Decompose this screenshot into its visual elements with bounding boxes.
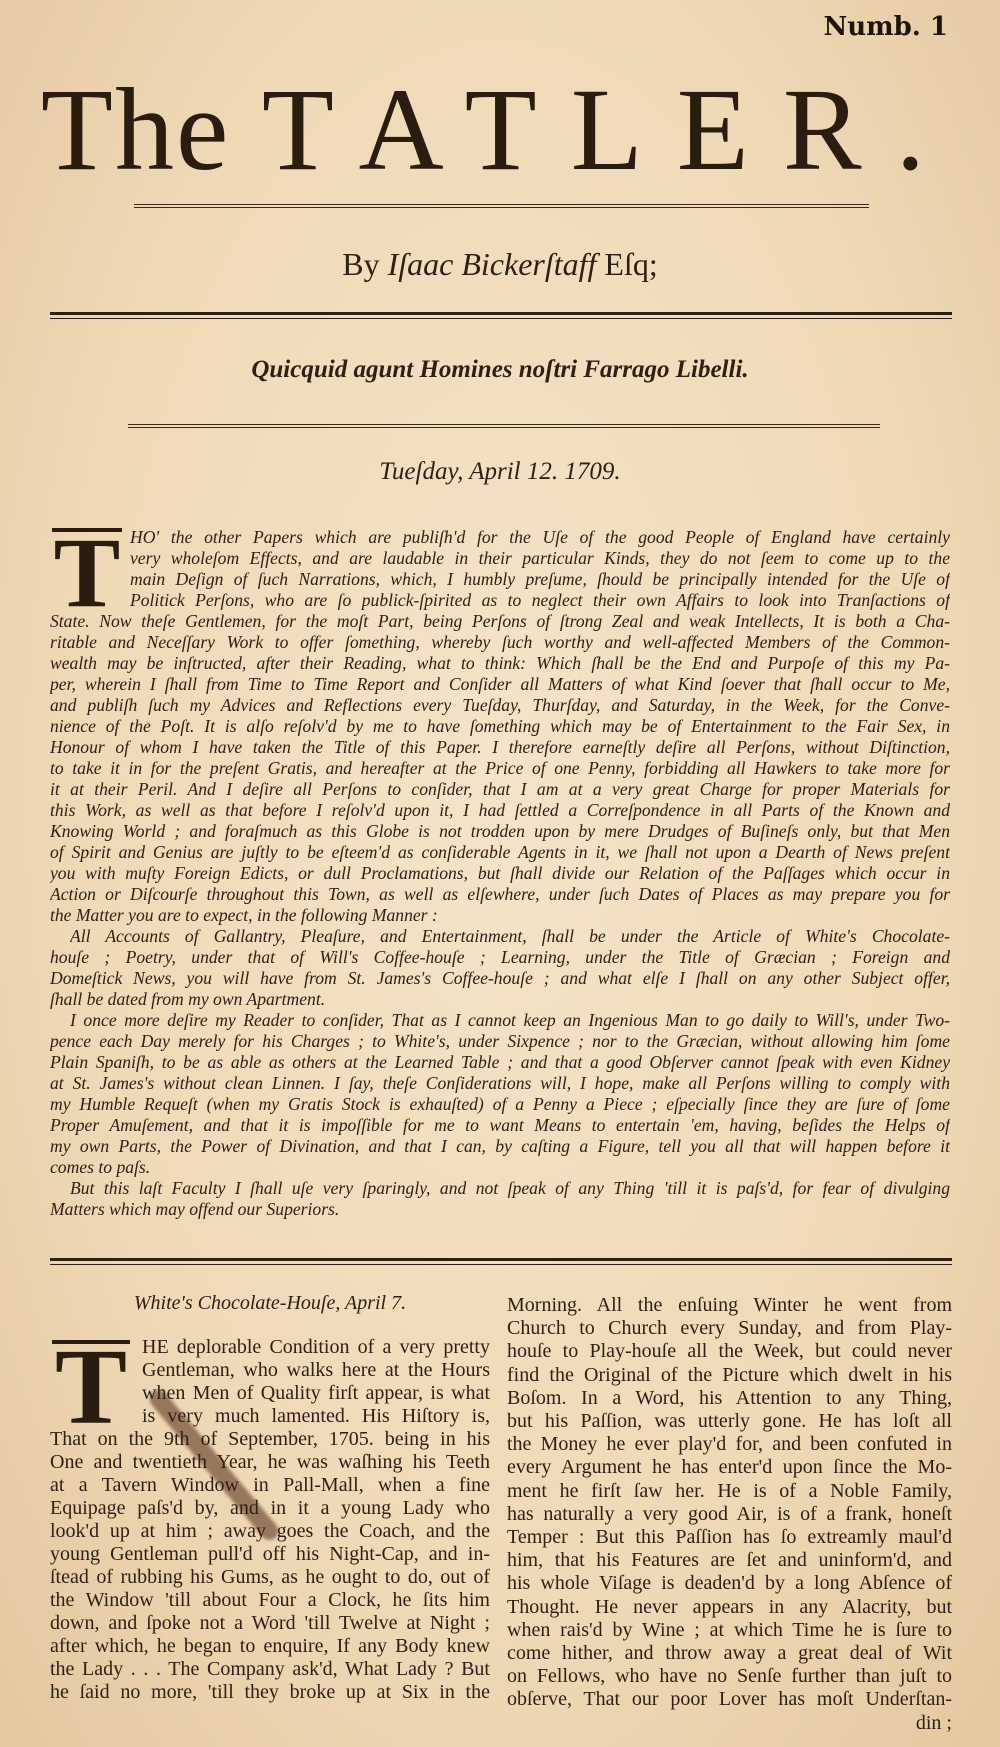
divider-rule [134,204,869,208]
text-line: But this laſt Faculty I ſhall uſe very ſparingly, and not ſpeak of any Thing 'till it is paſs'd, for fear of divulging [70,1178,950,1198]
text-line: his whole Viſage is deaden'd by a long Abſence of [507,1572,952,1595]
text-line: young Gentleman pull'd off his Night-Cap, and in- [50,1543,490,1565]
text-line: at St. James's without clean Linnen. I ſay, theſe Conſiderations will, I hope, make all Perſons willing to comply with [50,1073,950,1093]
issue-number: Numb. 1 [823,12,948,42]
text-line: Proper Amuſement, and that it is impoſſible for me to want Means to entertain 'em, having, beſides the Helps of [50,1115,950,1135]
text-line: wealth may be inſtructed, after their Reading, what to think: Which ſhall be the End and Purpoſe of this my Pa- [50,653,950,673]
text-line: he ſaid no more, 'till they broke up at Six in the [50,1681,490,1703]
text-line: Morning. All the enſuing Winter he went from [507,1294,952,1316]
text-line: Church to Church every Sunday, and from Play- [507,1317,952,1340]
text-line: Politick Perſons, who are ſo publick-ſpirited as to neglect their own Affairs to look into Tranſactions of [130,590,950,610]
divider-rule [50,312,952,319]
text-line: when rais'd by Wine ; at which Time he is ſure to [507,1618,952,1641]
text-line: has naturally a very good Air, is of a frank, honeſt [507,1502,952,1525]
text-line: obſerve, That our poor Lover has moſt Underſtan- [507,1688,952,1711]
text-line: All Accounts of Gallantry, Pleaſure, and Entertainment, ſhall be under the Article of White's Chocolate- [70,926,950,946]
text-line: him, that his Features are ſet and uninform'd, and [507,1549,952,1572]
text-line: Temper : But this Paſſion has ſo extreamly maul'd [507,1526,952,1548]
text-line: ſhall be dated from my own Apartment. [50,989,326,1009]
divider-rule [50,1258,952,1265]
byline-author: Iſaac Bickerſtaff [387,246,597,282]
section-heading: White's Chocolate-Houſe, April 7. [133,1292,407,1314]
text-line: Action or Diſcourſe throughout this Town, as well as elſewhere, under ſuch Dates of Places as may prepare you for [50,884,950,904]
text-line: the Lady . . . The Company ask'd, What Lady ? But [50,1658,490,1680]
byline-by: By [342,246,380,282]
text-line: State. Now theſe Gentlemen, for the moſt Part, being Perſons of ſtrong Zeal and weak Intellects, It is both a Cha- [50,611,950,631]
text-line: come hither, and throw away a great deal of Wit [507,1642,952,1664]
text-line: but his Paſſion, was utterly gone. He has loſt all [507,1410,952,1432]
text-line: the Matter you are to expect, in the following Manner : [50,905,438,925]
divider-rule [128,424,880,428]
text-line: Boſom. In a Word, his Attention to any Thing, [507,1386,952,1409]
text-line: very wholeſom Effects, and are laudable in their particular Kinds, they do not ſeem to come up to the [130,548,950,568]
text-line: ſtead of rubbing his Gums, as he ought to do, out of [50,1566,490,1588]
text-line: my Humble Requeſt (when my Gratis Stock is exhauſted) of a Penny a Piece ; eſpecially ſince they are ſure of ſome [50,1094,950,1114]
text-line: HE deplorable Condition of a very pretty [142,1336,490,1358]
byline [0,246,1000,283]
text-line: down, and ſpoke not a Word 'till Twelve at Night ; [50,1612,490,1634]
text-line: HO' the other Papers which are publiſh'd for the Uſe of the good People of England have certainly [130,527,950,547]
masthead-title [0,64,1000,195]
text-line: it at their Peril. And I deſire all Perſons to conſider, that I am at a very great Charge for proper Materials for [50,779,950,799]
title-prefix: The [40,64,231,195]
drop-cap: T [53,517,121,628]
text-line: pence each Day merely for his Charges ; to White's, under Sixpence ; nor to the Græcian, without allowing him ſome [50,1031,950,1051]
issue-date: Tueſday, April 12. 1709. [379,458,621,485]
text-line: my own Parts, the Power of Divination, and that I can, by caſting a Figure, tell you all that will happen before it [50,1136,950,1156]
text-line: this Work, as well as that before I reſolv'd upon it, I had ſettled a Correſpondence in all Parts of the Known and [50,800,950,820]
byline-suffix: Eſq; [604,246,658,282]
text-line: the Money he ever play'd for, and been confuted in [507,1433,952,1456]
text-line: to take it in for the preſent Gratis, and hereafter at the Price of one Penny, forbidding all Hawkers to take more for [50,758,950,778]
text-line: Honour of whom I have taken the Title of this Paper. I therefore earneſtly deſire all Perſons, without Diſtinction, [50,737,950,757]
text-line: the Window 'till about Four a Clock, he ſits him [50,1589,490,1611]
text-line: comes to paſs. [50,1157,151,1177]
title-main: TATLER. [261,64,960,195]
text-line: houſe to Play-houſe all the Week, but could never [507,1340,952,1363]
text-line: per, wherein I ſhall from Time to Time Report and Conſider all Matters of what Kind ſoever that ſhall occur to Me, [50,674,950,694]
text-line: ritable and Neceſſary Work to offer ſomething, whereby ſuch worthy and well-affected Members of the Common- [50,632,950,652]
text-line: of Spirit and Genius are juſtly to be eſteem'd as conſiderable Agents in it, we ſhall not upon a Dearth of News preſent [50,842,950,862]
text-line: Plain Spaniſh, to be as able as others at the Learned Table ; and that a good Obſerver cannot ſpeak with even Kidney [50,1052,950,1072]
text-line: ment he firſt ſaw her. He is of a Noble Family, [507,1479,952,1502]
text-line: Gentleman, who walks here at the Hours [142,1359,490,1381]
text-line: houſe ; Poetry, under that of Will's Coffee-houſe ; Learning, under the Title of Græcian ; Foreign and [50,947,950,967]
motto: Quicquid agunt Homines noſtri Farrago Libelli. [251,356,749,383]
text-line: din ; [915,1711,952,1734]
text-line: Domeſtick News, you will have from St. James's Coffee-houſe ; and what elſe I ſhall on any other Subject offer, [50,968,950,988]
text-line: Equipage paſs'd by, and in it a young Lady who [50,1497,490,1519]
text-line: main Deſign of ſuch Narrations, which, I humbly preſume, ſhould be principally intended for the Uſe of [130,569,950,589]
text-line: is very much lamented. His Hiſtory is, [142,1405,490,1427]
text-line: One and twentieth Year, he was waſhing his Teeth [50,1451,490,1473]
text-line: look'd up at him ; away goes the Coach, and the [50,1520,490,1542]
text-line: That on the 9th of September, 1705. being in his [50,1428,490,1450]
text-line: when Men of Quality firſt appear, is what [142,1382,490,1404]
text-line: after which, he began to enquire, If any Body knew [50,1635,490,1657]
text-line: Matters which may offend our Superiors. [50,1199,340,1219]
text-line: and publiſh ſuch my Advices and Reflections every Tueſday, Thurſday, and Saturday, in the Week, for the Conve- [50,695,950,715]
text-line: on Fellows, who have no Senſe further than juſt to [507,1665,952,1688]
text-line: at a Tavern Window in Pall-Mall, when a fine [50,1474,490,1496]
text-line: nience of the Poſt. It is alſo reſolv'd by me to have ſomething which may be of Entertainment to the Fair Sex, in [50,716,950,736]
text-line: Thought. He never appears in any Alacrity, but [507,1595,952,1618]
text-line: find the Original of the Picture which dwelt in his [507,1363,952,1386]
text-line: every Argument he has enter'd upon ſince the Mo- [507,1456,952,1479]
text-line: you with muſty Foreign Edicts, or dull Proclamations, but ſhall divide our Relation of the Paſſages which occur in [50,863,950,883]
text-line: Knowing World ; and foraſmuch as this Globe is not trodden upon by mere Drudges of Buſineſs only, but that Men [50,821,950,841]
drop-cap: T [52,1340,130,1432]
text-line: I once more deſire my Reader to conſider, That as I cannot keep an Ingenious Man to go daily to Will's, under Two- [70,1010,950,1030]
